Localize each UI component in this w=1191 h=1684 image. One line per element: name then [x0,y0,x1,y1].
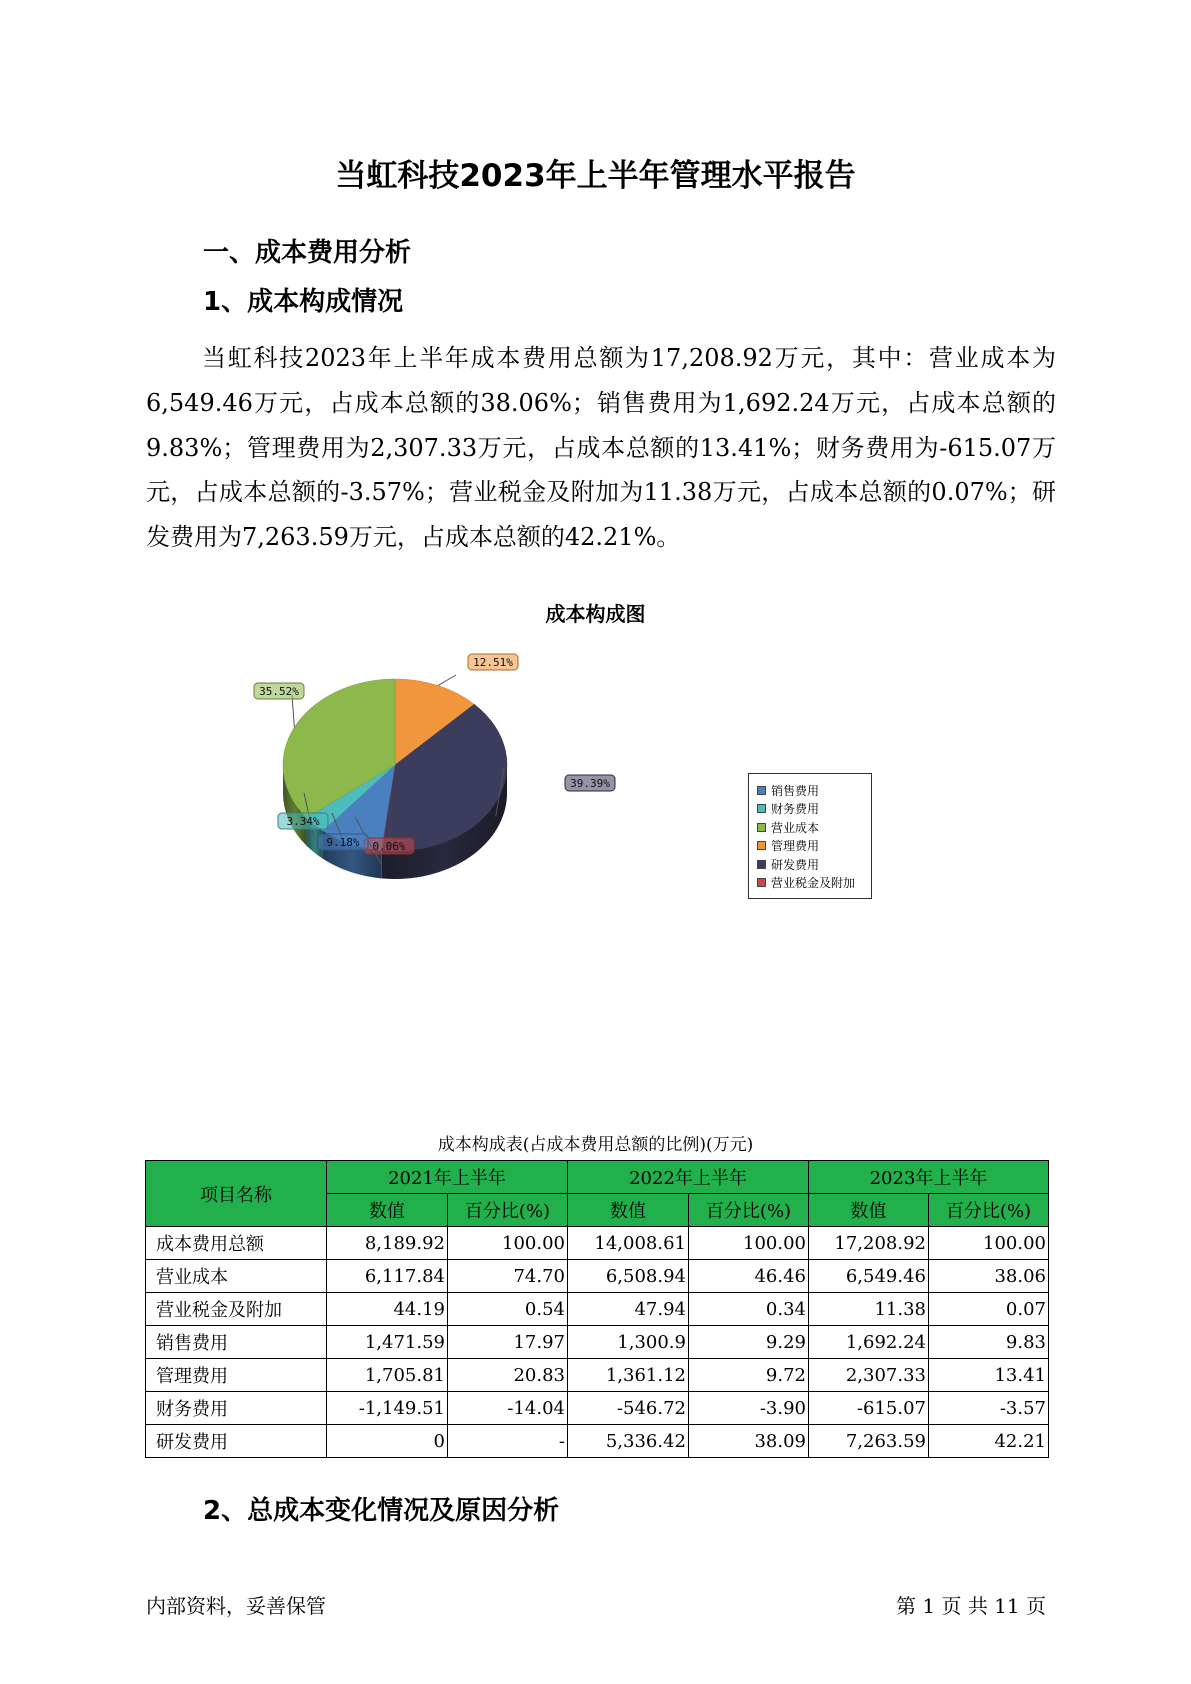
table-cell: 1,705.81 [327,1359,448,1392]
table-cell: 2,307.33 [809,1359,929,1392]
row-label: 成本费用总额 [146,1227,327,1260]
table-cell: 100.00 [448,1227,568,1260]
legend-item [757,781,871,800]
header-percent: 百分比(%) [929,1194,1049,1227]
chart-legend [748,773,872,899]
table-cell: 38.06 [929,1260,1049,1293]
header-percent: 百分比(%) [448,1194,568,1227]
table-cell: 100.00 [689,1227,809,1260]
table-cell: 17.97 [448,1326,568,1359]
header-percent: 百分比(%) [689,1194,809,1227]
table-cell: 9.29 [689,1326,809,1359]
legend-item [757,818,871,837]
table-cell: 9.83 [929,1326,1049,1359]
table-row [146,1359,1049,1392]
pie-data-label: 12.51% [473,656,513,669]
table-cell: 0.34 [689,1293,809,1326]
table-cell: 11.38 [809,1293,929,1326]
table-cell: 5,336.42 [568,1425,689,1458]
subsection-heading-cost-structure: 1、成本构成情况 [203,287,404,317]
table-caption: 成本构成表(占成本费用总额的比例)(万元) [437,1135,754,1155]
legend-swatch [757,878,766,887]
pie-data-label: 9.18% [326,836,360,849]
table-cell: -615.07 [809,1392,929,1425]
table-cell: 44.19 [327,1293,448,1326]
row-label: 营业成本 [146,1260,327,1293]
table-cell: 0.07 [929,1293,1049,1326]
row-label: 财务费用 [146,1392,327,1425]
subsection-heading-total-cost-change: 2、总成本变化情况及原因分析 [203,1496,560,1526]
table-cell: 74.70 [448,1260,568,1293]
table-cell: 0 [327,1425,448,1458]
row-label: 销售费用 [146,1326,327,1359]
legend-swatch [757,823,766,832]
row-label: 营业税金及附加 [146,1293,327,1326]
legend-label: 营业成本 [771,820,820,835]
header-period: 2022年上半年 [568,1161,809,1194]
table-cell: 1,300.9 [568,1326,689,1359]
legend-item [757,874,871,893]
table-cell: - [448,1425,568,1458]
table-cell: -3.90 [689,1392,809,1425]
legend-swatch [757,804,766,813]
section-heading-cost-analysis: 一、成本费用分析 [203,238,412,268]
legend-swatch [757,860,766,869]
table-cell: -14.04 [448,1392,568,1425]
pie-data-label: 35.52% [259,685,299,698]
table-cell: 13.41 [929,1359,1049,1392]
footer-page-number: 第 1 页 共 11 页 [896,1594,1046,1618]
footer-confidential-note: 内部资料，妥善保管 [146,1594,326,1618]
table-cell: 0.54 [448,1293,568,1326]
table-cell: 6,549.46 [809,1260,929,1293]
table-cell: 8,189.92 [327,1227,448,1260]
row-label: 管理费用 [146,1359,327,1392]
pie-chart [240,650,640,920]
table-cell: 9.72 [689,1359,809,1392]
table-cell: 42.21 [929,1425,1049,1458]
table-cell: 1,361.12 [568,1359,689,1392]
table-row [146,1293,1049,1326]
pie-label-leader [292,695,294,727]
table-cell: 14,008.61 [568,1227,689,1260]
table-cell: 20.83 [448,1359,568,1392]
table-cell: -1,149.51 [327,1392,448,1425]
legend-item [757,855,871,874]
legend-label: 管理费用 [771,839,820,854]
pie-data-label: 3.34% [286,815,320,828]
table-cell: 100.00 [929,1227,1049,1260]
table-row [146,1260,1049,1293]
legend-item [757,800,871,819]
table-cell: 7,263.59 [809,1425,929,1458]
row-label: 研发费用 [146,1425,327,1458]
table-cell: 6,117.84 [327,1260,448,1293]
table-row [146,1392,1049,1425]
table-cell: 6,508.94 [568,1260,689,1293]
table-cell: -546.72 [568,1392,689,1425]
pie-data-label: 0.06% [372,840,406,853]
header-period: 2023年上半年 [809,1161,1049,1194]
cost-structure-table [145,1160,1049,1458]
legend-swatch [757,841,766,850]
table-row [146,1425,1049,1458]
table-cell: 1,471.59 [327,1326,448,1359]
report-title: 当虹科技2023年上半年管理水平报告 [335,158,856,194]
chart-title: 成本构成图 [545,602,646,626]
table-cell: 38.09 [689,1425,809,1458]
header-item-name: 项目名称 [146,1161,327,1227]
table-cell: 46.46 [689,1260,809,1293]
header-period: 2021年上半年 [327,1161,568,1194]
summary-paragraph: 当虹科技2023年上半年成本费用总额为17,208.92万元，其中：营业成本为6,549.46万元，占成本总额的38.06%；销售费用为1,692.24万元，占成本总额的9.83%；管理费用为2,307.33万元，占成本总额的13.41%；财务费用为-615.07万元，占成本总额的-3.57%；营业税金及附加为11.38万元，占成本总额的0.07%；研发费用为7,263.59万元，占成本总额的42.21%。 [146,344,1056,552]
legend-item [757,837,871,856]
pie-data-label: 39.39% [570,777,610,790]
header-value: 数值 [568,1194,689,1227]
table-cell: 47.94 [568,1293,689,1326]
legend-swatch [757,786,766,795]
table-cell: 17,208.92 [809,1227,929,1260]
table-row [146,1326,1049,1359]
header-value: 数值 [327,1194,448,1227]
table-row [146,1227,1049,1260]
table-cell: -3.57 [929,1392,1049,1425]
legend-label: 研发费用 [771,857,820,872]
table-cell: 1,692.24 [809,1326,929,1359]
legend-label: 营业税金及附加 [771,876,856,891]
legend-label: 财务费用 [771,802,820,817]
legend-label: 销售费用 [771,783,820,798]
pie-label-leader [438,675,456,686]
header-value: 数值 [809,1194,929,1227]
